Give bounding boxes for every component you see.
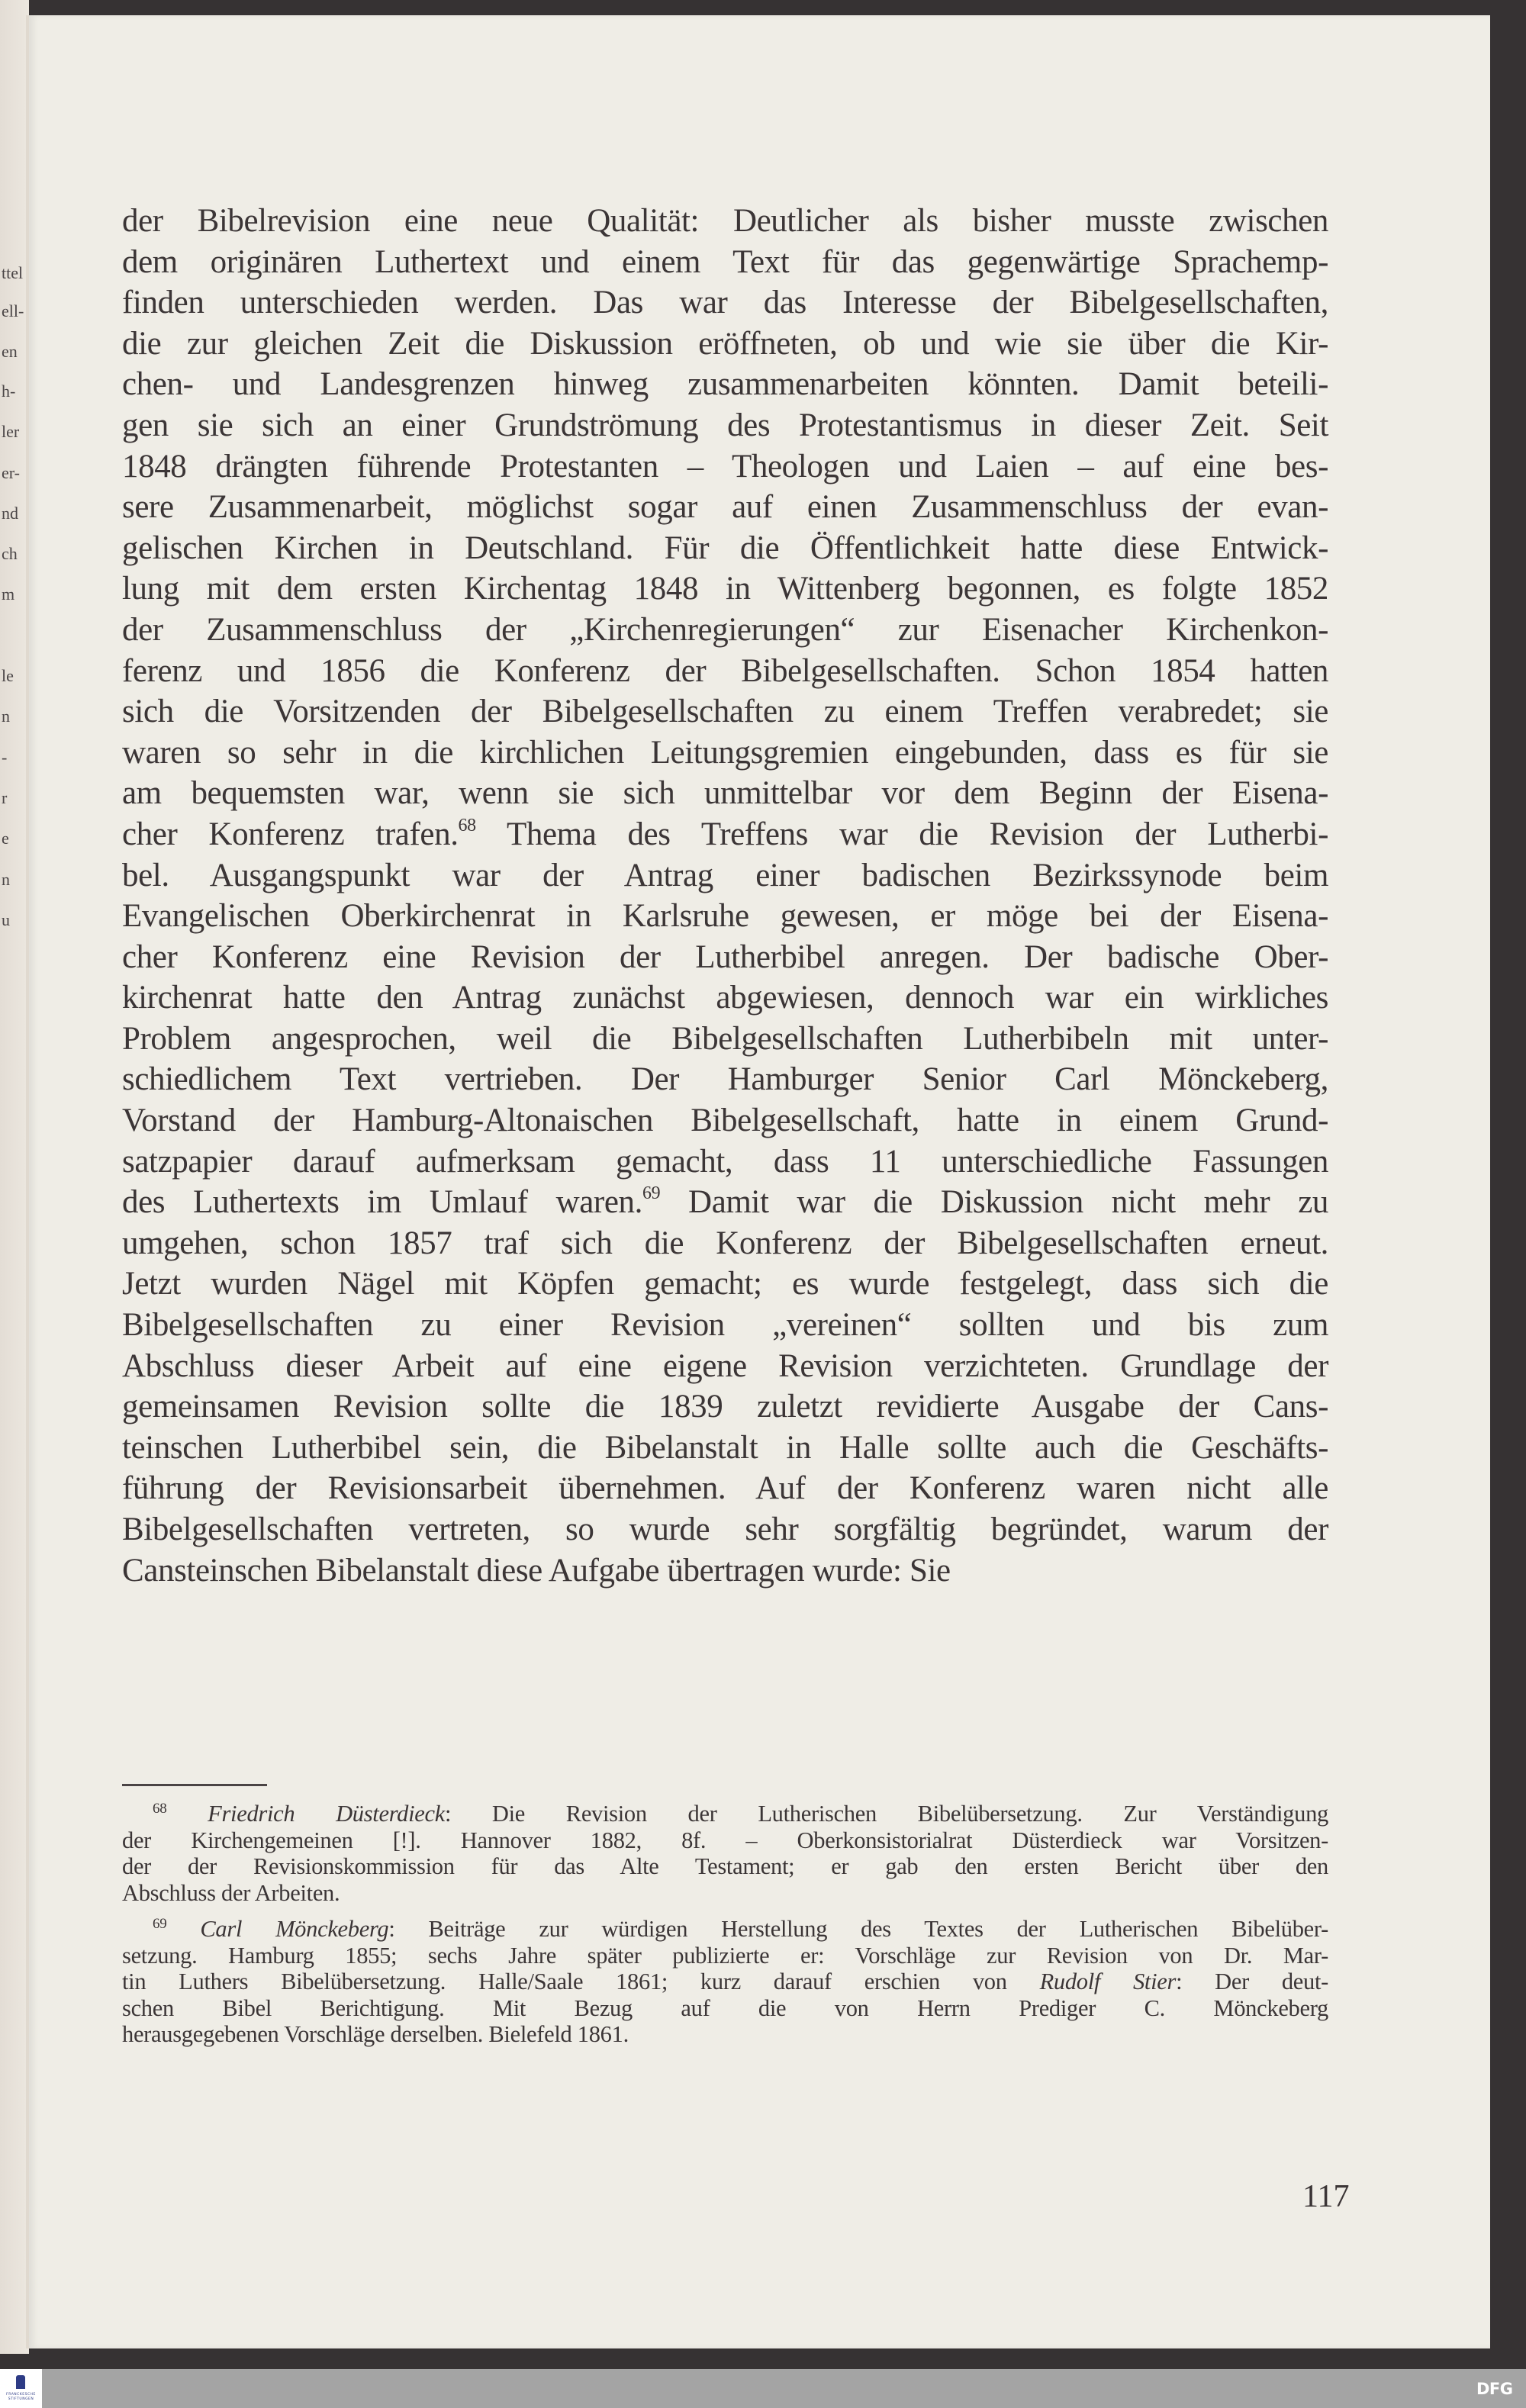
- footnote-ref-68[interactable]: 68: [458, 815, 476, 835]
- footnote-ref-69[interactable]: 69: [642, 1183, 661, 1204]
- adjacent-page-fragment: r: [2, 788, 8, 807]
- body-line: [122, 814, 1328, 855]
- body-line: Problem angesprochen, weil die Bibelgesellschaften Lutherbibeln mit unter-: [122, 1020, 1328, 1057]
- footnote-number: 68: [153, 1801, 167, 1817]
- viewer-footer-bar: [0, 2369, 1526, 2408]
- footnote-text: tin Luthers Bibelübersetzung. Halle/Saale 1861; kurz darauf erschien von: [122, 1969, 1040, 1994]
- dfg-logo[interactable]: DFG: [1476, 2380, 1513, 2398]
- body-line: umgehen, schon 1857 traf sich die Konferenz der Bibelgesellschaften erneut.: [122, 1225, 1328, 1261]
- footnote-author: Carl Mönckeberg: [200, 1916, 389, 1942]
- body-line: sich die Vorsitzenden der Bibelgesellschaften zu einem Treffen verabredet; sie: [122, 694, 1328, 730]
- logo-text: [2, 2393, 40, 2402]
- adjacent-page-fragment: h-: [2, 381, 16, 401]
- footnote-text: : Die Revision der Lutherischen Bibelübersetzung. Zur Verständigung: [445, 1801, 1328, 1827]
- body-line: Evangelischen Oberkirchenrat in Karlsruhe gewesen, er möge bei der Eisena-: [122, 898, 1328, 935]
- body-line-end: Thema des Treffens war die Revision der Lutherbi-: [475, 816, 1328, 852]
- body-line: [122, 1182, 1328, 1223]
- page-number: 117: [1302, 2179, 1350, 2214]
- body-line: Bibelgesellschaften vertreten, so wurde sehr sorgfältig begründet, warum der: [122, 1511, 1328, 1547]
- footnote-line: [122, 1969, 1328, 1995]
- body-line: am bequemsten war, wenn sie sich unmittelbar vor dem Beginn der Eisena-: [122, 775, 1328, 812]
- body-line: sere Zusammenarbeit, möglichst sogar auf einen Zusammenschluss der evan-: [122, 489, 1328, 526]
- body-line: der Bibelrevision eine neue Qualität: Deutlicher als bisher musste zwischen: [122, 203, 1328, 239]
- body-line: gen sie sich an einer Grundströmung des Protestantismus in dieser Zeit. Seit: [122, 407, 1328, 443]
- body-line: führung der Revisionsarbeit übernehmen. Auf der Konferenz waren nicht alle: [122, 1470, 1328, 1507]
- adjacent-page-fragment: e: [2, 829, 9, 848]
- franckesche-stiftungen-logo[interactable]: [0, 2369, 42, 2408]
- body-line: teinschen Lutherbibel sein, die Bibelanstalt in Halle sollte auch die Geschäfts-: [122, 1429, 1328, 1466]
- body-line: waren so sehr in die kirchlichen Leitungsgremien eingebunden, dass es für sie: [122, 734, 1328, 771]
- adjacent-page-fragment: n: [2, 870, 10, 889]
- body-line: satzpapier darauf aufmerksam gemacht, dass 11 unterschiedliche Fassungen: [122, 1143, 1328, 1180]
- body-line: Bibelgesellschaften zu einer Revision „vereinen“ sollten und bis zum: [122, 1307, 1328, 1344]
- footnote-line: herausgegebenen Vorschläge derselben. Bielefeld 1861.: [122, 2021, 629, 2047]
- footnote-line: der Kirchengemeinen [!]. Hannover 1882, 8f. – Oberkonsistorialrat Düsterdieck war Vorsitzen-: [122, 1827, 1328, 1853]
- adjacent-page-fragment: en: [2, 342, 18, 361]
- body-line: gemeinsamen Revision sollte die 1839 zuletzt revidierte Ausgabe der Cans-: [122, 1389, 1328, 1425]
- body-line: bel. Ausgangspunkt war der Antrag einer badischen Bezirkssynode beim: [122, 857, 1328, 893]
- footnote-68: [122, 1801, 1328, 1906]
- body-line-start: cher Konferenz trafen.: [122, 816, 459, 852]
- body-line: cher Konferenz eine Revision der Lutherbibel anregen. Der badische Ober-: [122, 938, 1328, 975]
- body-line: lung mit dem ersten Kirchentag 1848 in Wittenberg begonnen, es folgte 1852: [122, 571, 1328, 607]
- logo-line: FRANCKESCHE: [6, 2393, 36, 2397]
- adjacent-page-fragment: -: [2, 748, 8, 767]
- book-page: [29, 15, 1490, 2348]
- body-line-end: Damit war die Diskussion nicht mehr zu: [660, 1184, 1328, 1221]
- body-line: Abschluss dieser Arbeit auf eine eigene Revision verzichteten. Grundlage der: [122, 1347, 1328, 1384]
- adjacent-page-fragment: ler: [2, 422, 20, 441]
- adjacent-page-fragment: n: [2, 707, 10, 726]
- body-line: gelischen Kirchen in Deutschland. Für die Öffentlichkeit hatte diese Entwick-: [122, 530, 1328, 566]
- footnote-line: der der Revisionskommission für das Alte Testament; er gab den ersten Bericht über den: [122, 1853, 1328, 1879]
- body-line: Jetzt wurden Nägel mit Köpfen gemacht; es wurde festgelegt, dass sich die: [122, 1266, 1328, 1302]
- footnote-line: Abschluss der Arbeiten.: [122, 1879, 340, 1906]
- footnote-69: [122, 1916, 1328, 2048]
- adjacent-page-fragment: ell-: [2, 301, 24, 320]
- footnote-line: setzung. Hamburg 1855; sechs Jahre später publizierte er: Vorschläge zur Revision von Dr. Mar-: [122, 1942, 1328, 1969]
- body-line: 1848 drängten führende Protestanten – Theologen und Laien – auf eine bes-: [122, 448, 1328, 484]
- body-text: [122, 201, 1328, 1591]
- body-line-start: des Luthertexts im Umlauf waren.: [122, 1184, 642, 1221]
- adjacent-page-fragment: ttel: [2, 263, 24, 282]
- adjacent-page-fragment: u: [2, 910, 10, 929]
- footnote-line: [122, 1801, 1328, 1827]
- body-line: ferenz und 1856 die Konferenz der Bibelgesellschaften. Schon 1854 hatten: [122, 652, 1328, 689]
- body-line: Cansteinschen Bibelanstalt diese Aufgabe übertragen wurde: Sie: [122, 1552, 951, 1589]
- logo-line: STIFTUNGEN: [8, 2397, 34, 2401]
- body-line: chen- und Landesgrenzen hinweg zusammenarbeiten könnten. Damit beteili-: [122, 366, 1328, 403]
- footnote-number: 69: [153, 1916, 167, 1932]
- statue-icon: [16, 2375, 25, 2389]
- adjacent-page-fragment: er-: [2, 463, 20, 482]
- body-line: Vorstand der Hamburg-Altonaischen Bibelgesellschaft, hatte in einem Grund-: [122, 1103, 1328, 1139]
- adjacent-page-fragment: le: [2, 666, 14, 685]
- footnote-text: : Beiträge zur würdigen Herstellung des Textes der Lutherischen Bibelüber-: [388, 1916, 1329, 1942]
- footnote-separator: [122, 1784, 267, 1786]
- footnote-line: [122, 1916, 1328, 1943]
- adjacent-page-fragment: m: [2, 584, 15, 604]
- footnote-author: Rudolf Stier: [1039, 1969, 1177, 1994]
- footnote-author: Friedrich Düsterdieck: [208, 1801, 445, 1827]
- footnotes: [122, 1801, 1328, 2058]
- body-line: die zur gleichen Zeit die Diskussion eröffneten, ob und wie sie über die Kir-: [122, 325, 1328, 362]
- footnote-text: : Der deut-: [1176, 1969, 1328, 1994]
- body-line: kirchenrat hatte den Antrag zunächst abgewiesen, dennoch war ein wirkliches: [122, 980, 1328, 1016]
- body-line: dem originären Luthertext und einem Text für das gegenwärtige Sprachemp-: [122, 243, 1328, 280]
- adjacent-page-fragment: ch: [2, 544, 18, 563]
- adjacent-page-edge: [0, 0, 29, 2354]
- footnote-line: schen Bibel Berichtigung. Mit Bezug auf die von Herrn Prediger C. Mönckeberg: [122, 1994, 1328, 2021]
- adjacent-page-fragment: nd: [2, 504, 18, 523]
- body-line: finden unterschieden werden. Das war das Interesse der Bibelgesellschaften,: [122, 285, 1328, 321]
- body-line: schiedlichem Text vertrieben. Der Hamburger Senior Carl Mönckeberg,: [122, 1061, 1328, 1098]
- body-line: der Zusammenschluss der „Kirchenregierungen“ zur Eisenacher Kirchenkon-: [122, 611, 1328, 648]
